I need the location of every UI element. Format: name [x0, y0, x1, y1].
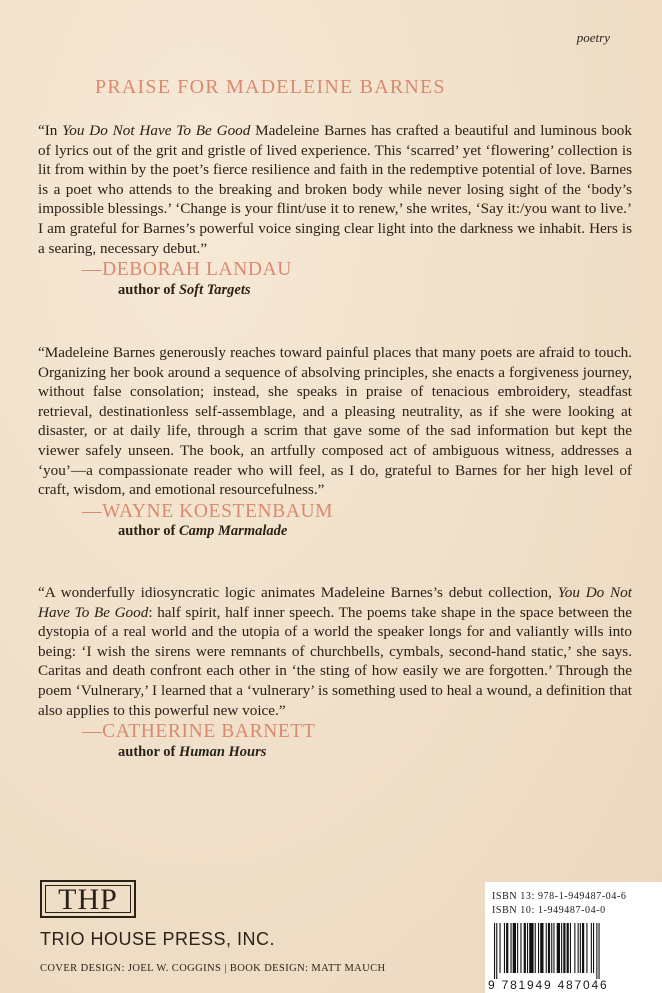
publisher-name: TRIO HOUSE PRESS, INC. [40, 929, 276, 949]
barcode-bar [520, 923, 521, 973]
blurb-author-book [118, 743, 632, 763]
blurb-text-body: Madeleine Barnes has crafted a beautiful and luminous book of lyrics out of the grit and gristle of lived experience. This ‘scarred’ yet ‘flowering’ collection is lit from within by the poet’s fierce resilience and faith in the redemptive potential of love. Barnes is a poet who attends to the breaking and broken body while never losing sight of the ‘body’s impossible blessings.’ ‘Change is your flint/use it to renew,’ she writes, ‘Say it:/you want to live.’ I am grateful for Barnes’s powerful voice singing clear light into the darkness we inhabit. Hers is a searing, necessary debut.” [38, 122, 632, 257]
author-book-title: Soft Targets [178, 281, 251, 298]
blurb-text-pre: “In [38, 122, 63, 139]
barcode-bar [553, 923, 554, 973]
barcode-bar [494, 923, 495, 979]
blurb-author: —WAYNE KOESTENBAUM [82, 500, 334, 522]
barcode-bar [578, 923, 579, 973]
barcode-bar [567, 923, 569, 973]
blurb-1 [38, 121, 632, 300]
barcode-bar [540, 923, 543, 973]
blurb-author-book [118, 522, 632, 542]
barcode-bar [546, 923, 547, 973]
barcode-digits: 9 781949 487046 [488, 978, 609, 992]
author-book-title: Camp Marmalade [178, 523, 288, 540]
author-book-title: Human Hours [178, 743, 267, 760]
barcode-bar [586, 923, 587, 973]
blurb-author-book [118, 281, 632, 301]
barcode-bar [551, 923, 552, 973]
blurb-book-title: You Do Not Have To Be Good [62, 122, 251, 139]
barcode-panel [485, 882, 662, 993]
barcode-bar [596, 923, 597, 979]
blurb-text [38, 583, 632, 720]
barcode-bar [580, 923, 581, 973]
barcode-bar [506, 923, 508, 973]
barcode-bar [513, 923, 516, 973]
barcode [492, 923, 655, 979]
author-of-label: author of [118, 743, 179, 760]
blurb-text-pre: “A wonderfully idiosyncratic logic animates Madeleine Barnes’s debut collection, [38, 584, 558, 601]
barcode-bar [582, 923, 584, 973]
blurb-text [38, 343, 632, 500]
blurb-text-body: “Madeleine Barnes generously reaches toward painful places that many poets are afraid to touch. Organizing her book around a sequence of absolving principles, she enacts a forgiveness journey, without false consolation; instead, she speaks in praise of tenacious embroidery, steadfast retrieval, destinationless self-assemblage, and a pleasing neutrality, as if she were looking at disaster, or at daily life, through a scrim that gave some of the sad information but kept the viewer safely unseen. The book, an artfully composed act of ambiguous witness, addresses a ‘you’—a compassionate reader who will feel, as I do, grateful to Barnes for her high level of craft, wisdom, and emotional resourcefulness.” [38, 344, 632, 499]
isbn-10: ISBN 10: 1-949487-04-0 [492, 905, 606, 916]
genre-label: poetry [576, 30, 610, 45]
barcode-bar [557, 923, 560, 973]
author-of-label: author of [118, 523, 179, 540]
barcode-bar [591, 923, 592, 973]
barcode-bar [570, 923, 571, 973]
barcode-bar [538, 923, 539, 973]
barcode-bar [574, 923, 575, 973]
barcode-bar [500, 923, 501, 973]
barcode-bar [496, 923, 497, 979]
barcode-bar [504, 923, 505, 973]
isbn-13: ISBN 13: 978-1-949487-04-6 [492, 891, 627, 902]
blurb-book-title: You Do Not Have To Be Good [38, 584, 632, 621]
barcode-bar [561, 923, 562, 973]
barcode-bar [563, 923, 565, 973]
barcode-bar [517, 923, 518, 973]
blurb-3 [38, 583, 632, 762]
praise-heading: PRAISE FOR MADELEINE BARNES [95, 76, 446, 98]
blurb-text [38, 121, 632, 258]
barcode-bar [593, 923, 594, 973]
publisher-logo [40, 880, 136, 918]
barcode-bar [548, 923, 550, 973]
blurb-2 [38, 343, 632, 542]
blurb-text-body: : half spirit, half inner speech. The poems take shape in the space between the dystopia of a real world and the utopia of a world the speaker longs for and valiantly wills into being: ‘I wish the sirens were remnants of churchbells, cymbals, second-hand static,’ she says. Caritas and death confront each other in ‘the sting of how easily we are forgotten.’ Through the poem ‘Vulnerary,’ I learned that a ‘vulnerary’ is something used to heal a wound, a definition that also applies to this powerful new voice.” [38, 603, 632, 719]
barcode-bar [511, 923, 512, 973]
blurb-author: —CATHERINE BARNETT [82, 721, 316, 743]
publisher-logo-text: THP [58, 883, 118, 916]
barcode-bar [529, 923, 533, 973]
barcode-bar [599, 923, 600, 979]
barcode-bar [524, 923, 526, 973]
author-of-label: author of [118, 281, 179, 298]
design-credits: COVER DESIGN: JOEL W. COGGINS | BOOK DESIGN: MATT MAUCH [40, 963, 386, 974]
blurb-author: —DEBORAH LANDAU [82, 259, 292, 281]
barcode-bar [527, 923, 528, 973]
barcode-bar [535, 923, 536, 973]
